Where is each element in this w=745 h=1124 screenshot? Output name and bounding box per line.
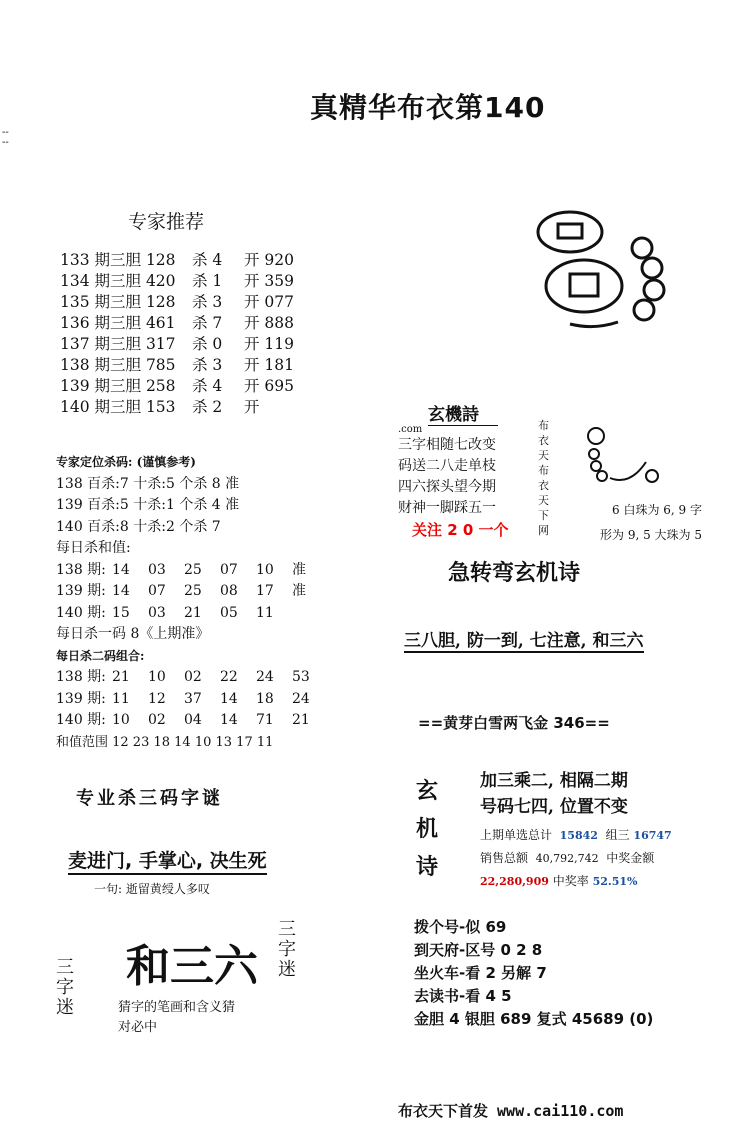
riddle-side-left: 三字迷 [56,957,74,1018]
riddle-guess-line: 对必中 [118,1020,158,1035]
coins-illustration [534,206,674,336]
daily-two-row: 138 期: 21 10 02 22 24 53 [56,669,310,685]
mystic-poem-line: 财神一脚踩五一 [398,500,496,516]
follow-note: 关注 2 0 一个 [412,521,509,539]
tip-line: 去读书-看 4 5 [414,987,512,1005]
kill3-title: 专业杀三码字谜 [76,788,223,809]
poem2-line: 号码七四, 位置不变 [480,797,628,817]
tip-line: 坐火车-看 2 另解 7 [414,964,547,982]
expert-row: 133 期三胆 128 杀 4 开 920 [60,251,295,269]
daily-sum-row: 138 期: 14 03 25 07 10 准 [56,561,306,578]
page-title: 真精华布衣第140 [310,91,546,124]
expert-row: 139 期三胆 258 杀 4 开 695 [60,377,295,395]
expert-list [60,250,294,418]
expert-row: 138 期三胆 785 杀 3 开 181 [60,356,295,374]
daily-two-header: 每日杀二码组合: [56,648,145,663]
tip-line: 到天府-区号 0 2 8 [414,941,543,959]
mystic-poem-line: 四六探头望今期 [398,479,496,495]
daily-two-row: 140 期: 10 02 04 14 71 21 [56,712,310,728]
position-kill-row: 140 百杀:8 十杀:2 个杀 7 [56,518,221,535]
riddle-title: 麦进门, 手掌心, 决生死 [68,846,267,875]
riddle-guess [118,998,235,1038]
kill-stats-block [56,452,328,753]
expert-row: 134 期三胆 420 杀 1 开 359 [60,272,295,290]
edge-marks: -- -- [2,127,9,148]
beads-note-line: 形为 9, 5 大珠为 5 [600,528,702,542]
sharp-turn-line: 三八胆, 防一到, 七注意, 和三六 [404,626,644,653]
mystic-poem-line: 码送二八走单枝 [398,458,496,474]
beads-note [592,498,702,548]
riddle-side-right: 三字迷 [278,919,296,980]
riddle-one-word: 一句: 逝留黄绶人多叹 [94,882,210,896]
position-kill-row: 139 百杀:5 十杀:1 个杀 4 准 [56,497,240,513]
daily-sum-row: 140 期: 15 03 21 05 11 [56,604,274,621]
huangya-line: ==黄芽白雪两飞金 346== [418,714,610,732]
beads-illustration [580,420,670,500]
stats-line: 上期单选总计 15842 组三 16747 [480,828,672,842]
riddle-guess-line: 猜字的笔画和含义猜 [118,1000,236,1015]
expert-row: 137 期三胆 317 杀 0 开 119 [60,335,295,353]
mystic-poem [398,400,518,540]
mystic-poem-title: 玄機詩 [428,400,498,426]
stats-line: 22,280,909 中奖率 52.51% [480,874,638,888]
expert-row: 136 期三胆 461 杀 7 开 888 [60,314,295,332]
expert-row: 135 期三胆 128 杀 3 开 077 [60,293,295,311]
footer-site[interactable]: 布衣天下首发 www.cai110.com [398,1102,624,1120]
expert-row: 140 期三胆 153 杀 2 开 [60,398,260,416]
poem2 [480,768,628,820]
xuanji-vertical: 玄机诗 [416,778,439,880]
tip-line: 金胆 4 银胆 689 复式 45689 (0) [414,1010,654,1028]
poem2-line: 加三乘二, 相隔二期 [480,771,628,791]
site-vertical: 布衣天布衣天下网 [538,419,549,537]
daily-sum-header: 每日杀和值: [56,540,131,556]
tip-line: 拨个号-似 69 [414,918,507,936]
position-kill-row: 138 百杀:7 十杀:5 个杀 8 准 [56,475,240,492]
lottery-stats [480,824,672,893]
riddle-big-text: 和三六 [126,941,258,992]
position-kill-header: 专家定位杀码: (谨慎参考) [56,455,196,469]
tips-list [414,916,653,1031]
mystic-poem-line: 三字相随七改变 [398,437,496,453]
mystic-poem-com: .com [398,424,423,435]
sum-range: 和值范围 12 23 18 14 10 13 17 11 [56,734,274,750]
daily-two-row: 139 期: 11 12 37 14 18 24 [56,690,310,707]
expert-header: 专家推荐 [128,211,205,233]
beads-note-line: 6 白珠为 6, 9 字 [612,503,702,517]
sharp-turn-title: 急转弯玄机诗 [448,561,581,586]
daily-sum-row: 139 期: 14 07 25 08 17 准 [56,583,306,599]
stats-line: 销售总额 40,792,742 中奖金额 [480,851,655,865]
daily-one-code: 每日杀一码 8《上期准》 [56,626,210,642]
